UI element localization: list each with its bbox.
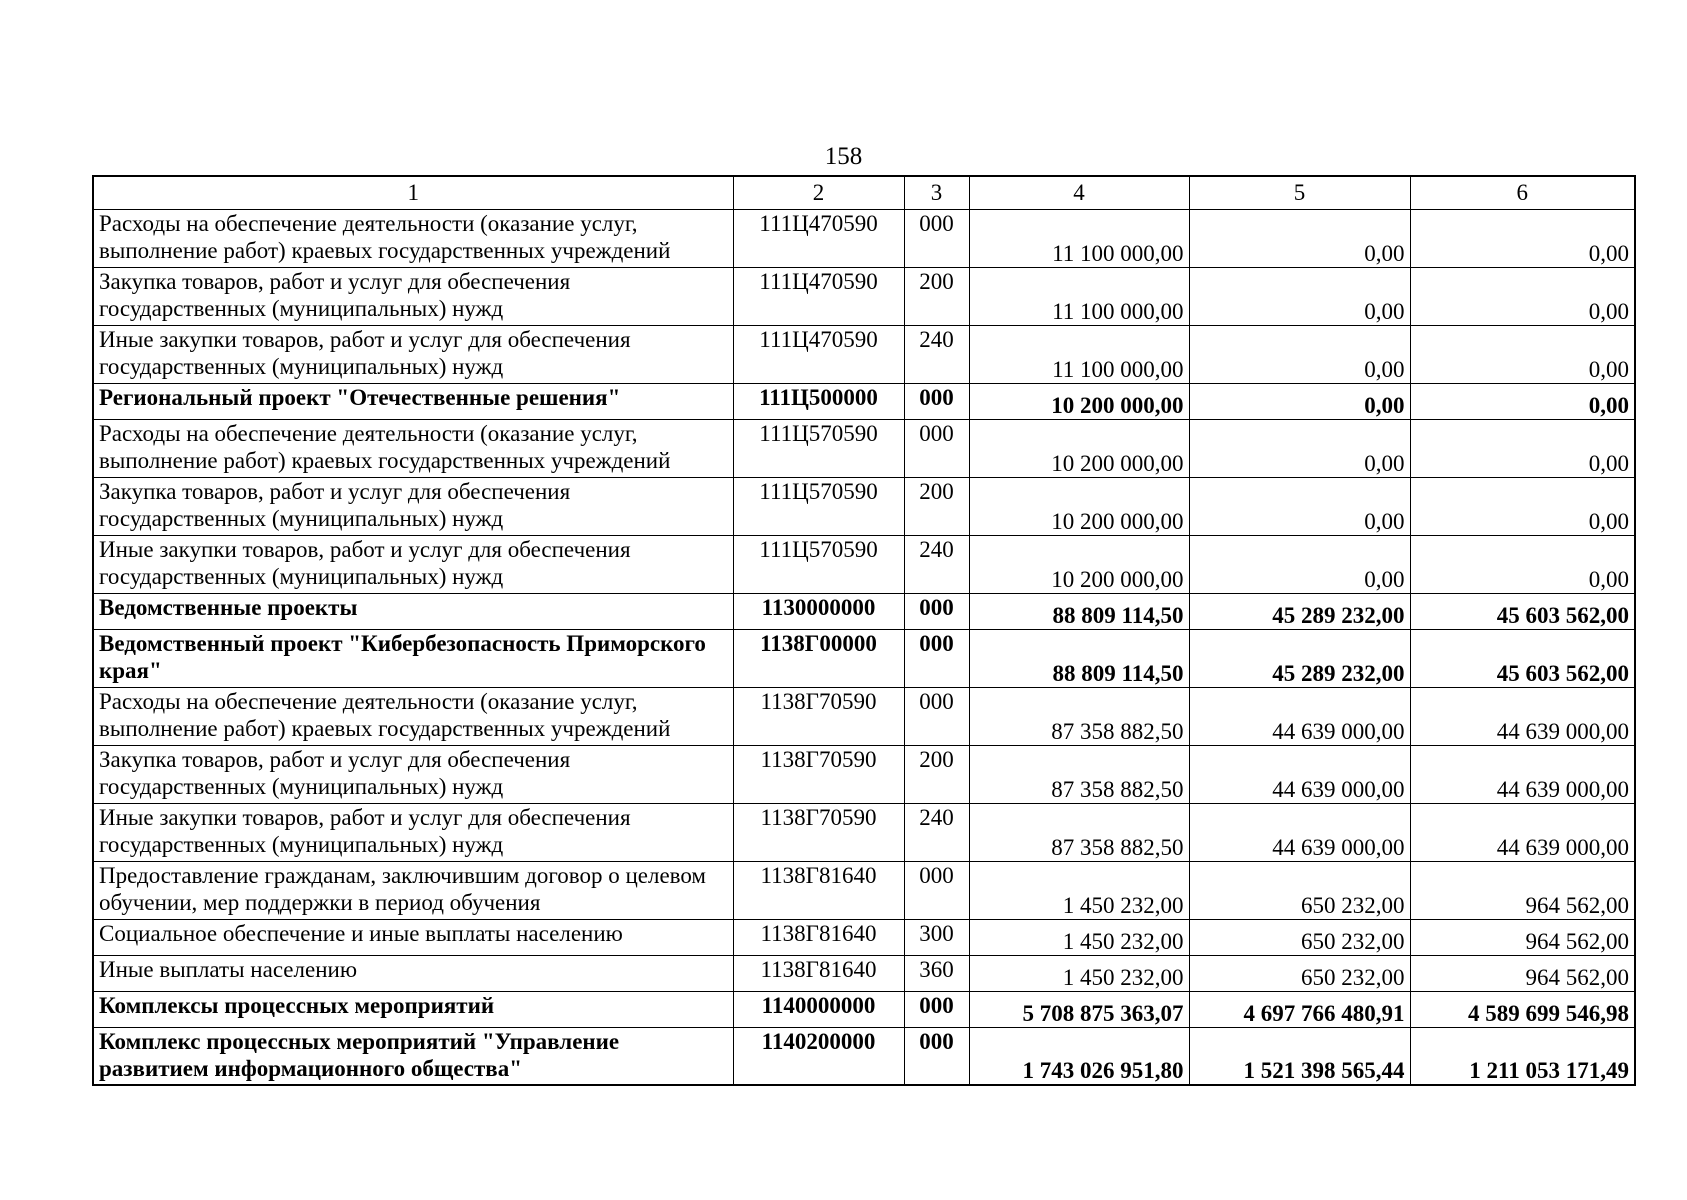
row-code-cell: 1140200000 <box>733 1027 904 1085</box>
row-name-cell: Предоставление гражданам, заключившим договор о целевом обучении, мер поддержки в период обучения <box>93 861 733 919</box>
row-name-cell: Иные закупки товаров, работ и услуг для обеспечения государственных (муниципальных) нужд <box>93 535 733 593</box>
row-vr-cell: 200 <box>904 267 969 325</box>
row-value-4-cell: 87 358 882,50 <box>969 745 1189 803</box>
row-code-cell: 1138Г70590 <box>733 803 904 861</box>
table-body <box>93 176 1635 1085</box>
row-value-4-cell: 1 450 232,00 <box>969 919 1189 955</box>
row-value-6-cell: 964 562,00 <box>1410 861 1635 919</box>
header-cell-5: 5 <box>1189 176 1410 209</box>
table-row <box>93 991 1635 1027</box>
table-row <box>93 593 1635 629</box>
row-value-5-cell: 0,00 <box>1189 419 1410 477</box>
row-value-5-cell: 45 289 232,00 <box>1189 593 1410 629</box>
row-code-cell: 1138Г81640 <box>733 955 904 991</box>
row-code-cell: 111Ц570590 <box>733 477 904 535</box>
header-cell-3: 3 <box>904 176 969 209</box>
row-name-cell: Закупка товаров, работ и услуг для обеспечения государственных (муниципальных) нужд <box>93 477 733 535</box>
row-vr-cell: 000 <box>904 419 969 477</box>
row-name-cell: Социальное обеспечение и иные выплаты населению <box>93 919 733 955</box>
row-value-6-cell: 4 589 699 546,98 <box>1410 991 1635 1027</box>
row-name-cell: Закупка товаров, работ и услуг для обеспечения государственных (муниципальных) нужд <box>93 745 733 803</box>
row-code-cell: 1130000000 <box>733 593 904 629</box>
row-vr-cell: 200 <box>904 477 969 535</box>
table-row <box>93 919 1635 955</box>
row-code-cell: 111Ц570590 <box>733 535 904 593</box>
header-cell-6: 6 <box>1410 176 1635 209</box>
row-value-4-cell: 11 100 000,00 <box>969 209 1189 267</box>
row-value-5-cell: 0,00 <box>1189 383 1410 419</box>
row-value-6-cell: 1 211 053 171,49 <box>1410 1027 1635 1085</box>
row-name-cell: Иные закупки товаров, работ и услуг для обеспечения государственных (муниципальных) нужд <box>93 803 733 861</box>
table-row <box>93 325 1635 383</box>
row-value-4-cell: 10 200 000,00 <box>969 419 1189 477</box>
row-value-6-cell: 0,00 <box>1410 383 1635 419</box>
row-vr-cell: 000 <box>904 593 969 629</box>
row-value-5-cell: 0,00 <box>1189 209 1410 267</box>
row-value-5-cell: 44 639 000,00 <box>1189 745 1410 803</box>
table-row <box>93 477 1635 535</box>
budget-table <box>92 175 1636 1086</box>
row-value-6-cell: 44 639 000,00 <box>1410 745 1635 803</box>
row-value-6-cell: 964 562,00 <box>1410 919 1635 955</box>
row-value-6-cell: 0,00 <box>1410 325 1635 383</box>
table-row <box>93 267 1635 325</box>
row-vr-cell: 000 <box>904 991 969 1027</box>
table-row <box>93 209 1635 267</box>
row-value-4-cell: 87 358 882,50 <box>969 687 1189 745</box>
row-value-4-cell: 1 450 232,00 <box>969 955 1189 991</box>
row-name-cell: Расходы на обеспечение деятельности (оказание услуг, выполнение работ) краевых государственных учреждений <box>93 687 733 745</box>
row-code-cell: 111Ц570590 <box>733 419 904 477</box>
row-name-cell: Расходы на обеспечение деятельности (оказание услуг, выполнение работ) краевых государственных учреждений <box>93 419 733 477</box>
row-value-6-cell: 0,00 <box>1410 267 1635 325</box>
table-row <box>93 955 1635 991</box>
row-value-4-cell: 1 743 026 951,80 <box>969 1027 1189 1085</box>
row-code-cell: 111Ц500000 <box>733 383 904 419</box>
row-value-4-cell: 10 200 000,00 <box>969 477 1189 535</box>
row-value-5-cell: 1 521 398 565,44 <box>1189 1027 1410 1085</box>
row-value-5-cell: 4 697 766 480,91 <box>1189 991 1410 1027</box>
table-header-row <box>93 176 1635 209</box>
table-row <box>93 535 1635 593</box>
row-value-5-cell: 650 232,00 <box>1189 955 1410 991</box>
row-code-cell: 1138Г70590 <box>733 687 904 745</box>
row-name-cell: Расходы на обеспечение деятельности (оказание услуг, выполнение работ) краевых государственных учреждений <box>93 209 733 267</box>
row-code-cell: 111Ц470590 <box>733 325 904 383</box>
row-value-6-cell: 44 639 000,00 <box>1410 687 1635 745</box>
page-number: 158 <box>824 143 863 170</box>
row-vr-cell: 000 <box>904 861 969 919</box>
row-value-5-cell: 0,00 <box>1189 267 1410 325</box>
row-code-cell: 1138Г81640 <box>733 861 904 919</box>
row-code-cell: 1140000000 <box>733 991 904 1027</box>
row-value-4-cell: 1 450 232,00 <box>969 861 1189 919</box>
table-row <box>93 803 1635 861</box>
table-row <box>93 861 1635 919</box>
row-value-6-cell: 45 603 562,00 <box>1410 629 1635 687</box>
row-code-cell: 1138Г00000 <box>733 629 904 687</box>
row-value-5-cell: 650 232,00 <box>1189 919 1410 955</box>
row-value-5-cell: 650 232,00 <box>1189 861 1410 919</box>
row-vr-cell: 200 <box>904 745 969 803</box>
row-code-cell: 1138Г81640 <box>733 919 904 955</box>
row-value-6-cell: 964 562,00 <box>1410 955 1635 991</box>
row-value-5-cell: 0,00 <box>1189 477 1410 535</box>
row-value-5-cell: 45 289 232,00 <box>1189 629 1410 687</box>
row-code-cell: 111Ц470590 <box>733 267 904 325</box>
row-name-cell: Ведомственные проекты <box>93 593 733 629</box>
row-value-4-cell: 88 809 114,50 <box>969 593 1189 629</box>
row-value-5-cell: 0,00 <box>1189 535 1410 593</box>
table-row <box>93 687 1635 745</box>
row-value-6-cell: 45 603 562,00 <box>1410 593 1635 629</box>
row-name-cell: Комплекс процессных мероприятий "Управление развитием информационного общества" <box>93 1027 733 1085</box>
row-value-6-cell: 44 639 000,00 <box>1410 803 1635 861</box>
row-value-5-cell: 44 639 000,00 <box>1189 803 1410 861</box>
row-vr-cell: 300 <box>904 919 969 955</box>
row-name-cell: Региональный проект "Отечественные решения" <box>93 383 733 419</box>
row-value-4-cell: 10 200 000,00 <box>969 383 1189 419</box>
row-vr-cell: 000 <box>904 629 969 687</box>
row-vr-cell: 000 <box>904 687 969 745</box>
row-value-4-cell: 11 100 000,00 <box>969 325 1189 383</box>
row-value-4-cell: 11 100 000,00 <box>969 267 1189 325</box>
row-value-6-cell: 0,00 <box>1410 535 1635 593</box>
table-row <box>93 1027 1635 1085</box>
row-name-cell: Комплексы процессных мероприятий <box>93 991 733 1027</box>
row-value-4-cell: 88 809 114,50 <box>969 629 1189 687</box>
row-value-5-cell: 0,00 <box>1189 325 1410 383</box>
row-value-4-cell: 87 358 882,50 <box>969 803 1189 861</box>
row-value-6-cell: 0,00 <box>1410 419 1635 477</box>
row-value-4-cell: 5 708 875 363,07 <box>969 991 1189 1027</box>
row-value-4-cell: 10 200 000,00 <box>969 535 1189 593</box>
row-vr-cell: 240 <box>904 535 969 593</box>
header-cell-2: 2 <box>733 176 904 209</box>
row-name-cell: Иные закупки товаров, работ и услуг для обеспечения государственных (муниципальных) нужд <box>93 325 733 383</box>
row-name-cell: Закупка товаров, работ и услуг для обеспечения государственных (муниципальных) нужд <box>93 267 733 325</box>
row-value-5-cell: 44 639 000,00 <box>1189 687 1410 745</box>
row-value-6-cell: 0,00 <box>1410 209 1635 267</box>
row-code-cell: 1138Г70590 <box>733 745 904 803</box>
row-vr-cell: 000 <box>904 383 969 419</box>
table-row <box>93 745 1635 803</box>
row-vr-cell: 240 <box>904 325 969 383</box>
header-cell-1: 1 <box>93 176 733 209</box>
table-row <box>93 419 1635 477</box>
row-vr-cell: 000 <box>904 209 969 267</box>
row-name-cell: Ведомственный проект "Кибербезопасность Приморского края" <box>93 629 733 687</box>
header-cell-4: 4 <box>969 176 1189 209</box>
row-vr-cell: 240 <box>904 803 969 861</box>
table-row <box>93 383 1635 419</box>
row-name-cell: Иные выплаты населению <box>93 955 733 991</box>
row-vr-cell: 000 <box>904 1027 969 1085</box>
row-vr-cell: 360 <box>904 955 969 991</box>
row-code-cell: 111Ц470590 <box>733 209 904 267</box>
row-value-6-cell: 0,00 <box>1410 477 1635 535</box>
table-row <box>93 629 1635 687</box>
